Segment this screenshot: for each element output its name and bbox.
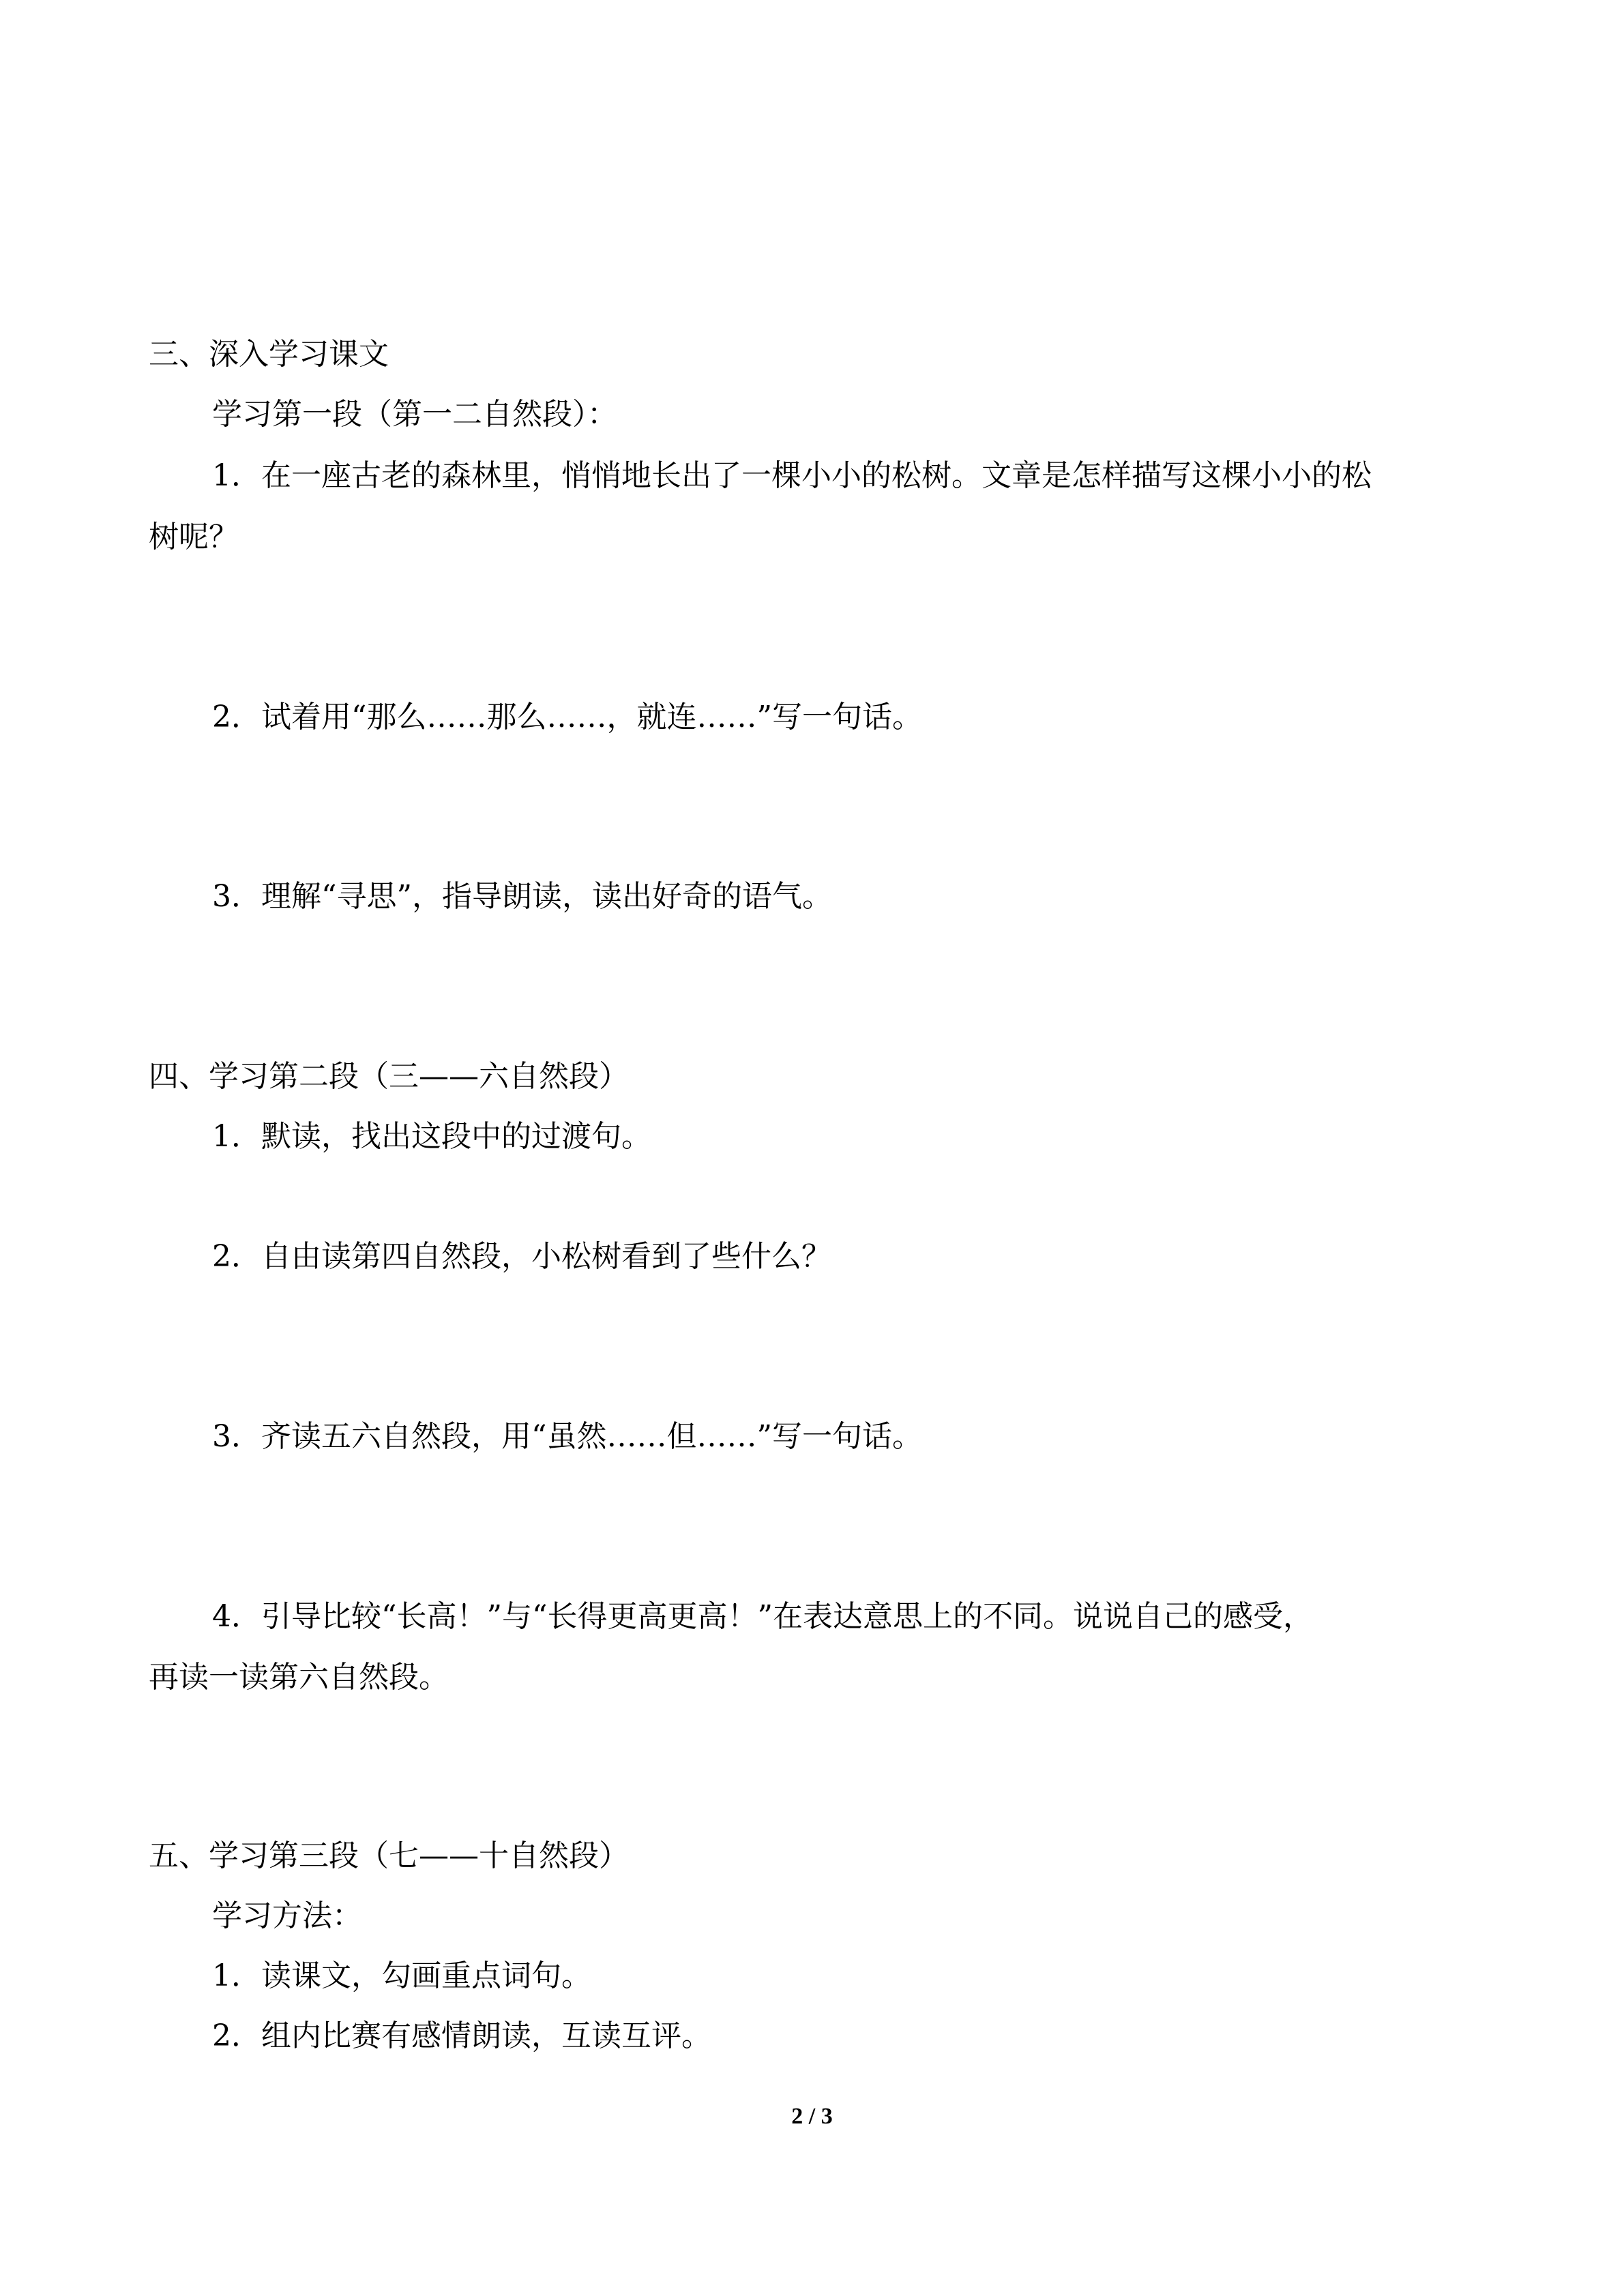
section-four-question-4-continued: 再读一读第六自然段。 bbox=[149, 1660, 449, 1695]
section-five-heading: 五、学习第三段（七——十自然段） bbox=[149, 1838, 629, 1873]
section-three-question-2: 2．试着用“那么……那么……，就连……”写一句话。 bbox=[212, 700, 922, 734]
section-four-heading: 四、学习第二段（三——六自然段） bbox=[149, 1059, 629, 1094]
section-three-heading: 三、深入学习课文 bbox=[149, 337, 389, 372]
section-four-question-1: 1．默读，找出这段中的过渡句。 bbox=[212, 1119, 651, 1154]
section-four-question-3: 3．齐读五六自然段，用“虽然……但……”写一句话。 bbox=[212, 1419, 922, 1454]
section-three-question-1-continued: 树呢？ bbox=[149, 520, 239, 554]
page-number: 2 / 3 bbox=[791, 2104, 833, 2129]
section-three-subheading: 学习第一段（第一二自然段）： bbox=[212, 397, 617, 432]
section-four-question-2: 2．自由读第四自然段，小松树看到了些什么？ bbox=[212, 1239, 831, 1274]
section-five-question-1: 1．读课文，勾画重点词句。 bbox=[212, 1958, 591, 1993]
section-three-question-1: 1．在一座古老的森林里，悄悄地长出了一棵小小的松树。文章是怎样描写这棵小小的松 bbox=[212, 458, 1372, 493]
section-four-question-4: 4．引导比较“长高！”与“长得更高更高！”在表达意思上的不同。说说自己的感受， bbox=[212, 1599, 1313, 1634]
section-five-subheading: 学习方法： bbox=[212, 1898, 362, 1933]
section-three-question-3: 3．理解“寻思”，指导朗读，读出好奇的语气。 bbox=[212, 879, 832, 914]
section-five-question-2: 2．组内比赛有感情朗读，互读互评。 bbox=[212, 2018, 711, 2053]
